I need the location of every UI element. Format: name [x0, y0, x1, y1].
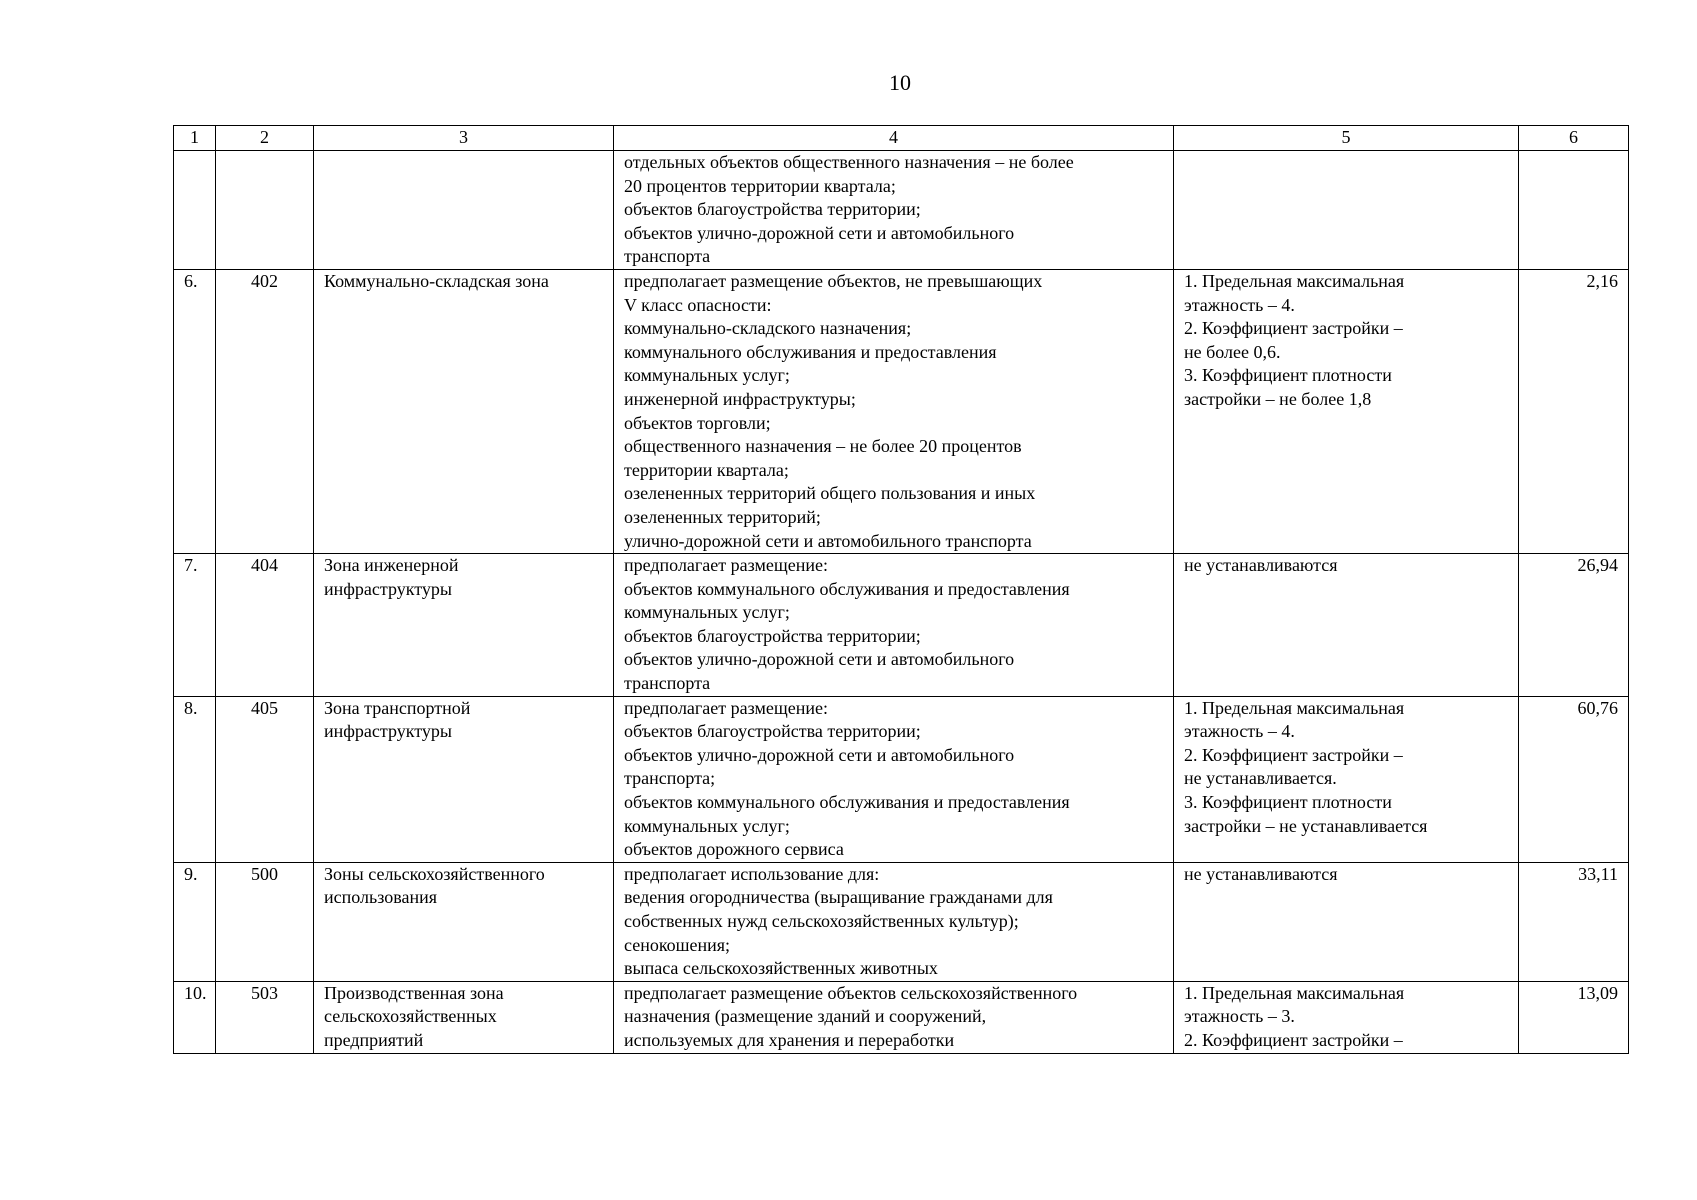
zone-name-cell-line: Зона инженерной [324, 555, 459, 576]
description-cell [614, 554, 1174, 697]
zone-code-cell [216, 151, 314, 270]
area-cell: 60,76 [1519, 696, 1629, 862]
zone-name-cell [314, 981, 614, 1053]
description-cell-line: коммунальных услуг; [624, 815, 790, 836]
description-cell-line: объектов коммунального обслуживания и предоставления [624, 792, 1070, 813]
parameters-cell [1174, 151, 1519, 270]
description-cell-line: коммунально-складского назначения; [624, 318, 912, 339]
zone-name-cell-line: сельскохозяйственных [324, 1006, 497, 1027]
table-row [174, 981, 1629, 1053]
description-cell-line: озелененных территорий; [624, 506, 821, 527]
description-cell-line: предполагает размещение объектов сельскохозяйственного [624, 982, 1078, 1003]
zone-name-cell [314, 862, 614, 981]
description-cell-line: используемых для хранения и переработки [624, 1029, 955, 1050]
description-cell-line: сенокошения; [624, 934, 731, 955]
parameters-cell-line: не устанавливается. [1184, 768, 1337, 789]
description-cell-line: объектов коммунального обслуживания и предоставления [624, 578, 1070, 599]
page-number: 10 [889, 70, 911, 95]
description-cell-line: отдельных объектов общественного назначения – не более [624, 152, 1074, 172]
description-cell-line: объектов благоустройства территории; [624, 721, 921, 742]
parameters-cell-line: не устанавливаются [1184, 555, 1338, 576]
description-cell [614, 151, 1174, 270]
area-cell: 33,11 [1519, 862, 1629, 981]
parameters-cell-line: застройки – не устанавливается [1184, 815, 1428, 836]
description-cell-line: транспорта [624, 673, 711, 694]
area-cell: 13,09 [1519, 981, 1629, 1053]
description-cell-line: предполагает размещение: [624, 555, 828, 576]
row-number-cell: 7. [174, 554, 216, 697]
description-cell-line: объектов улично-дорожной сети и автомобильного [624, 744, 1015, 765]
table-body [174, 151, 1629, 1054]
zones-table [173, 125, 1629, 1054]
description-cell-line: ведения огородничества (выращивание гражданами для [624, 887, 1053, 908]
row-number-cell: 8. [174, 696, 216, 862]
zone-name-cell-line: Зоны сельскохозяйственного [324, 863, 545, 884]
parameters-cell-line: застройки – не более 1,8 [1184, 388, 1372, 409]
area-cell: 2,16 [1519, 269, 1629, 553]
parameters-cell [1174, 981, 1519, 1053]
description-cell-line: предполагает размещение: [624, 697, 828, 718]
description-cell-line: выпаса сельскохозяйственных животных [624, 958, 938, 979]
zone-name-cell [314, 696, 614, 862]
description-cell-line: инженерной инфраструктуры; [624, 388, 856, 409]
parameters-cell-line: 2. Коэффициент застройки – [1184, 318, 1403, 339]
parameters-cell-line: 2. Коэффициент застройки – [1184, 744, 1403, 765]
parameters-cell [1174, 696, 1519, 862]
column-header-1: 1 [174, 126, 216, 151]
zone-code-cell: 500 [216, 862, 314, 981]
description-cell [614, 269, 1174, 553]
parameters-cell [1174, 269, 1519, 553]
description-cell-line: коммунальных услуг; [624, 365, 790, 386]
description-cell-line: объектов улично-дорожной сети и автомобильного [624, 649, 1015, 670]
description-cell-line: транспорта; [624, 768, 716, 789]
column-header-2: 2 [216, 126, 314, 151]
table-row [174, 554, 1629, 697]
parameters-cell-line: 1. Предельная максимальная [1184, 270, 1405, 291]
table-row [174, 269, 1629, 553]
zone-name-cell-line: предприятий [324, 1029, 424, 1050]
description-cell-line: коммунальных услуг; [624, 602, 790, 623]
table-row [174, 151, 1629, 270]
description-cell-line: V класс опасности: [624, 294, 772, 315]
row-number-cell: 6. [174, 269, 216, 553]
description-cell-line: 20 процентов территории квартала; [624, 175, 896, 196]
zone-name-cell-line: Зона транспортной [324, 697, 471, 718]
column-header-3: 3 [314, 126, 614, 151]
zone-name-cell-line: инфраструктуры [324, 578, 452, 599]
row-number-cell [174, 151, 216, 270]
table-row [174, 862, 1629, 981]
description-cell-line: назначения (размещение зданий и сооружений, [624, 1006, 987, 1027]
description-cell-line: собственных нужд сельскохозяйственных культур); [624, 911, 1019, 931]
description-cell-line: объектов благоустройства территории; [624, 199, 921, 220]
zone-name-cell [314, 554, 614, 697]
parameters-cell-line: этажность – 4. [1184, 294, 1295, 315]
parameters-cell-line: 3. Коэффициент плотности [1184, 365, 1392, 386]
zone-name-cell-line: Производственная зона [324, 982, 504, 1003]
parameters-cell-line: этажность – 3. [1184, 1006, 1295, 1027]
parameters-cell-line: не устанавливаются [1184, 863, 1338, 884]
column-header-6: 6 [1519, 126, 1629, 151]
description-cell-line: общественного назначения – не более 20 процентов [624, 436, 1022, 457]
description-cell-line: улично-дорожной сети и автомобильного транспорта [624, 530, 1032, 551]
description-cell-line: коммунального обслуживания и предоставления [624, 341, 997, 362]
zone-name-cell-line: инфраструктуры [324, 721, 452, 742]
description-cell-line: транспорта [624, 246, 711, 267]
description-cell-line: территории квартала; [624, 459, 789, 480]
row-number-cell: 10. [174, 981, 216, 1053]
column-header-4: 4 [614, 126, 1174, 151]
description-cell [614, 981, 1174, 1053]
parameters-cell-line: 1. Предельная максимальная [1184, 697, 1405, 718]
zone-name-cell [314, 269, 614, 553]
zone-code-cell: 503 [216, 981, 314, 1053]
description-cell-line: объектов улично-дорожной сети и автомобильного [624, 222, 1015, 243]
column-header-5: 5 [1174, 126, 1519, 151]
zone-name-cell [314, 151, 614, 270]
area-cell [1519, 151, 1629, 270]
parameters-cell-line: 1. Предельная максимальная [1184, 982, 1405, 1003]
parameters-cell-line: 3. Коэффициент плотности [1184, 792, 1392, 813]
zone-name-cell-line: использования [324, 887, 438, 908]
zone-code-cell: 404 [216, 554, 314, 697]
row-number-cell: 9. [174, 862, 216, 981]
parameters-cell-line: этажность – 4. [1184, 721, 1295, 742]
parameters-cell-line: не более 0,6. [1184, 341, 1281, 362]
description-cell [614, 696, 1174, 862]
description-cell [614, 862, 1174, 981]
area-cell: 26,94 [1519, 554, 1629, 697]
parameters-cell [1174, 554, 1519, 697]
parameters-cell [1174, 862, 1519, 981]
description-cell-line: предполагает размещение объектов, не превышающих [624, 270, 1043, 291]
description-cell-line: озелененных территорий общего пользования и иных [624, 483, 1036, 504]
description-cell-line: предполагает использование для: [624, 863, 880, 884]
parameters-cell-line: 2. Коэффициент застройки – [1184, 1029, 1403, 1050]
zone-name-cell-line: Коммунально-складская зона [324, 270, 549, 291]
description-cell-line: объектов торговли; [624, 412, 771, 433]
zone-code-cell: 402 [216, 269, 314, 553]
header-row [174, 126, 1629, 151]
table-row [174, 696, 1629, 862]
description-cell-line: объектов дорожного сервиса [624, 839, 844, 860]
zone-code-cell: 405 [216, 696, 314, 862]
description-cell-line: объектов благоустройства территории; [624, 625, 921, 646]
